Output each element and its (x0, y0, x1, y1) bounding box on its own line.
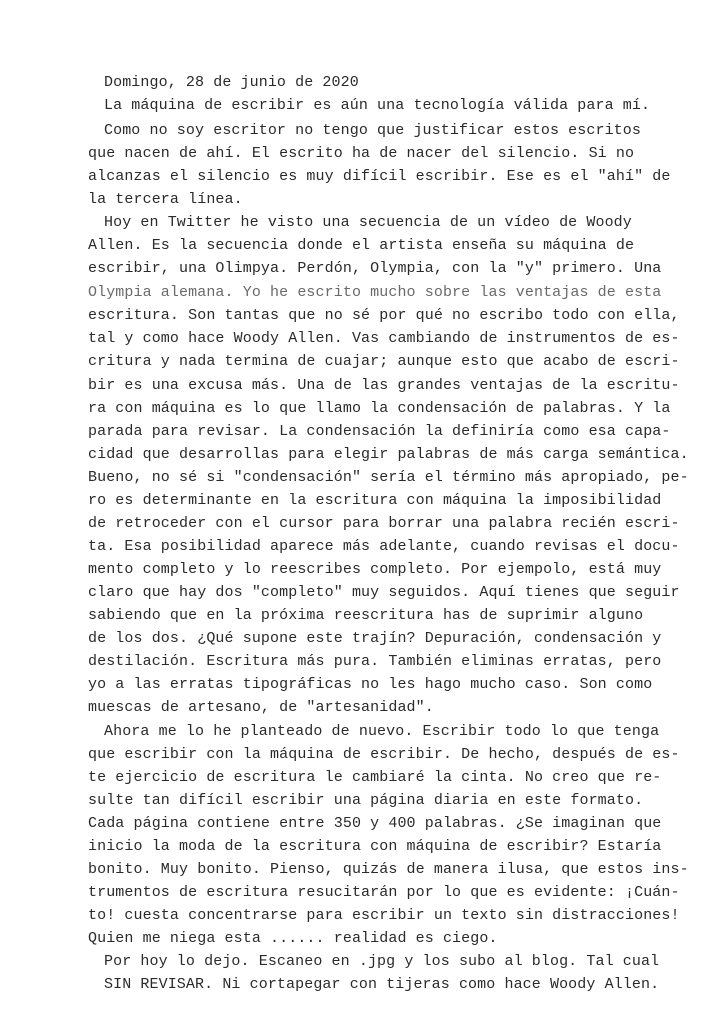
text-line: sabiendo que en la próxima reescritura has de suprimir alguno (88, 607, 644, 624)
text-line: Bueno, no sé si "condensación" sería el término más apropiado, pe- (88, 469, 689, 486)
text-line: que escribir con la máquina de escribir. De hecho, después de es- (88, 746, 680, 763)
text-line: Como no soy escritor no tengo que justificar estos escritos (104, 122, 641, 139)
text-line: escribir, una Olimpya. Perdón, Olympia, con la "y" primero. Una (88, 260, 662, 277)
date-line: Domingo, 28 de junio de 2020 (104, 74, 359, 91)
text-line: yo a las erratas tipográficas no les hago mucho caso. Son como (88, 676, 653, 693)
text-line: destilación. Escritura más pura. También eliminas erratas, pero (88, 653, 662, 670)
text-line: mento completo y lo reescribes completo. Por ejempolo, está muy (88, 561, 662, 578)
text-line: claro que hay dos "completo" muy seguidos. Aquí tienes que seguir (88, 584, 680, 601)
text-line: cidad que desarrollas para elegir palabras de más carga semántica. (88, 446, 689, 463)
text-line: Olympia alemana. Yo he escrito mucho sobre las ventajas de esta (88, 284, 662, 301)
text-line: muescas de artesano, de "artesanidad". (88, 699, 434, 716)
text-line: de retroceder con el cursor para borrar una palabra recién escri- (88, 515, 680, 532)
text-line: Ahora me lo he planteado de nuevo. Escribir todo lo que tenga (104, 723, 660, 740)
text-line: trumentos de escritura resucitarán por lo que es evidente: ¡Cuán- (88, 884, 680, 901)
text-line: ro es determinante en la escritura con máquina la imposibilidad (88, 492, 662, 509)
text-line: escritura. Son tantas que no sé por qué no escribo todo con ella, (88, 307, 680, 324)
text-line: te ejercicio de escritura le cambiaré la cinta. No creo que re- (88, 769, 662, 786)
text-line: Cada página contiene entre 350 y 400 palabras. ¿Se imaginan que (88, 815, 662, 832)
text-line: la tercera línea. (88, 191, 243, 208)
text-line: Hoy en Twitter he visto una secuencia de un vídeo de Woody (104, 214, 632, 231)
text-line: tal y como hace Woody Allen. Vas cambiando de instrumentos de es- (88, 330, 680, 347)
text-line: bir es una excusa más. Una de las grandes ventajas de la escritu- (88, 377, 680, 394)
text-line: La máquina de escribir es aún una tecnología válida para mí. (104, 97, 651, 114)
text-line: ta. Esa posibilidad aparece más adelante, cuando revisas el docu- (88, 538, 680, 555)
text-line: sulte tan difícil escribir una página diaria en este formato. (88, 792, 644, 809)
text-line: bonito. Muy bonito. Pienso, quizás de manera ilusa, que estos ins- (88, 861, 689, 878)
text-line: critura y nada termina de cuajar; aunque esto que acabo de escri- (88, 353, 680, 370)
text-line: que nacen de ahí. El escrito ha de nacer del silencio. Si no (88, 145, 635, 162)
text-line: SIN REVISAR. Ni cortapegar con tijeras como hace Woody Allen. (104, 976, 660, 993)
text-line: parada para revisar. La condensación la definiría como esa capa- (88, 423, 671, 440)
text-line: Quien me niega esta ...... realidad es ciego. (88, 930, 498, 947)
text-line: ra con máquina es lo que llamo la condensación de palabras. Y la (88, 400, 671, 417)
text-line: Allen. Es la secuencia donde el artista enseña su máquina de (88, 237, 635, 254)
text-line: de los dos. ¿Qué supone este trajín? Depuración, condensación y (88, 630, 662, 647)
text-line: Por hoy lo dejo. Escaneo en .jpg y los subo al blog. Tal cual (104, 953, 660, 970)
text-line: alcanzas el silencio es muy difícil escribir. Ese es el "ahí" de (88, 168, 671, 185)
text-line: inicio la moda de la escritura con máquina de escribir? Estaría (88, 838, 662, 855)
text-line: to! cuesta concentrarse para escribir un texto sin distracciones! (88, 907, 680, 924)
